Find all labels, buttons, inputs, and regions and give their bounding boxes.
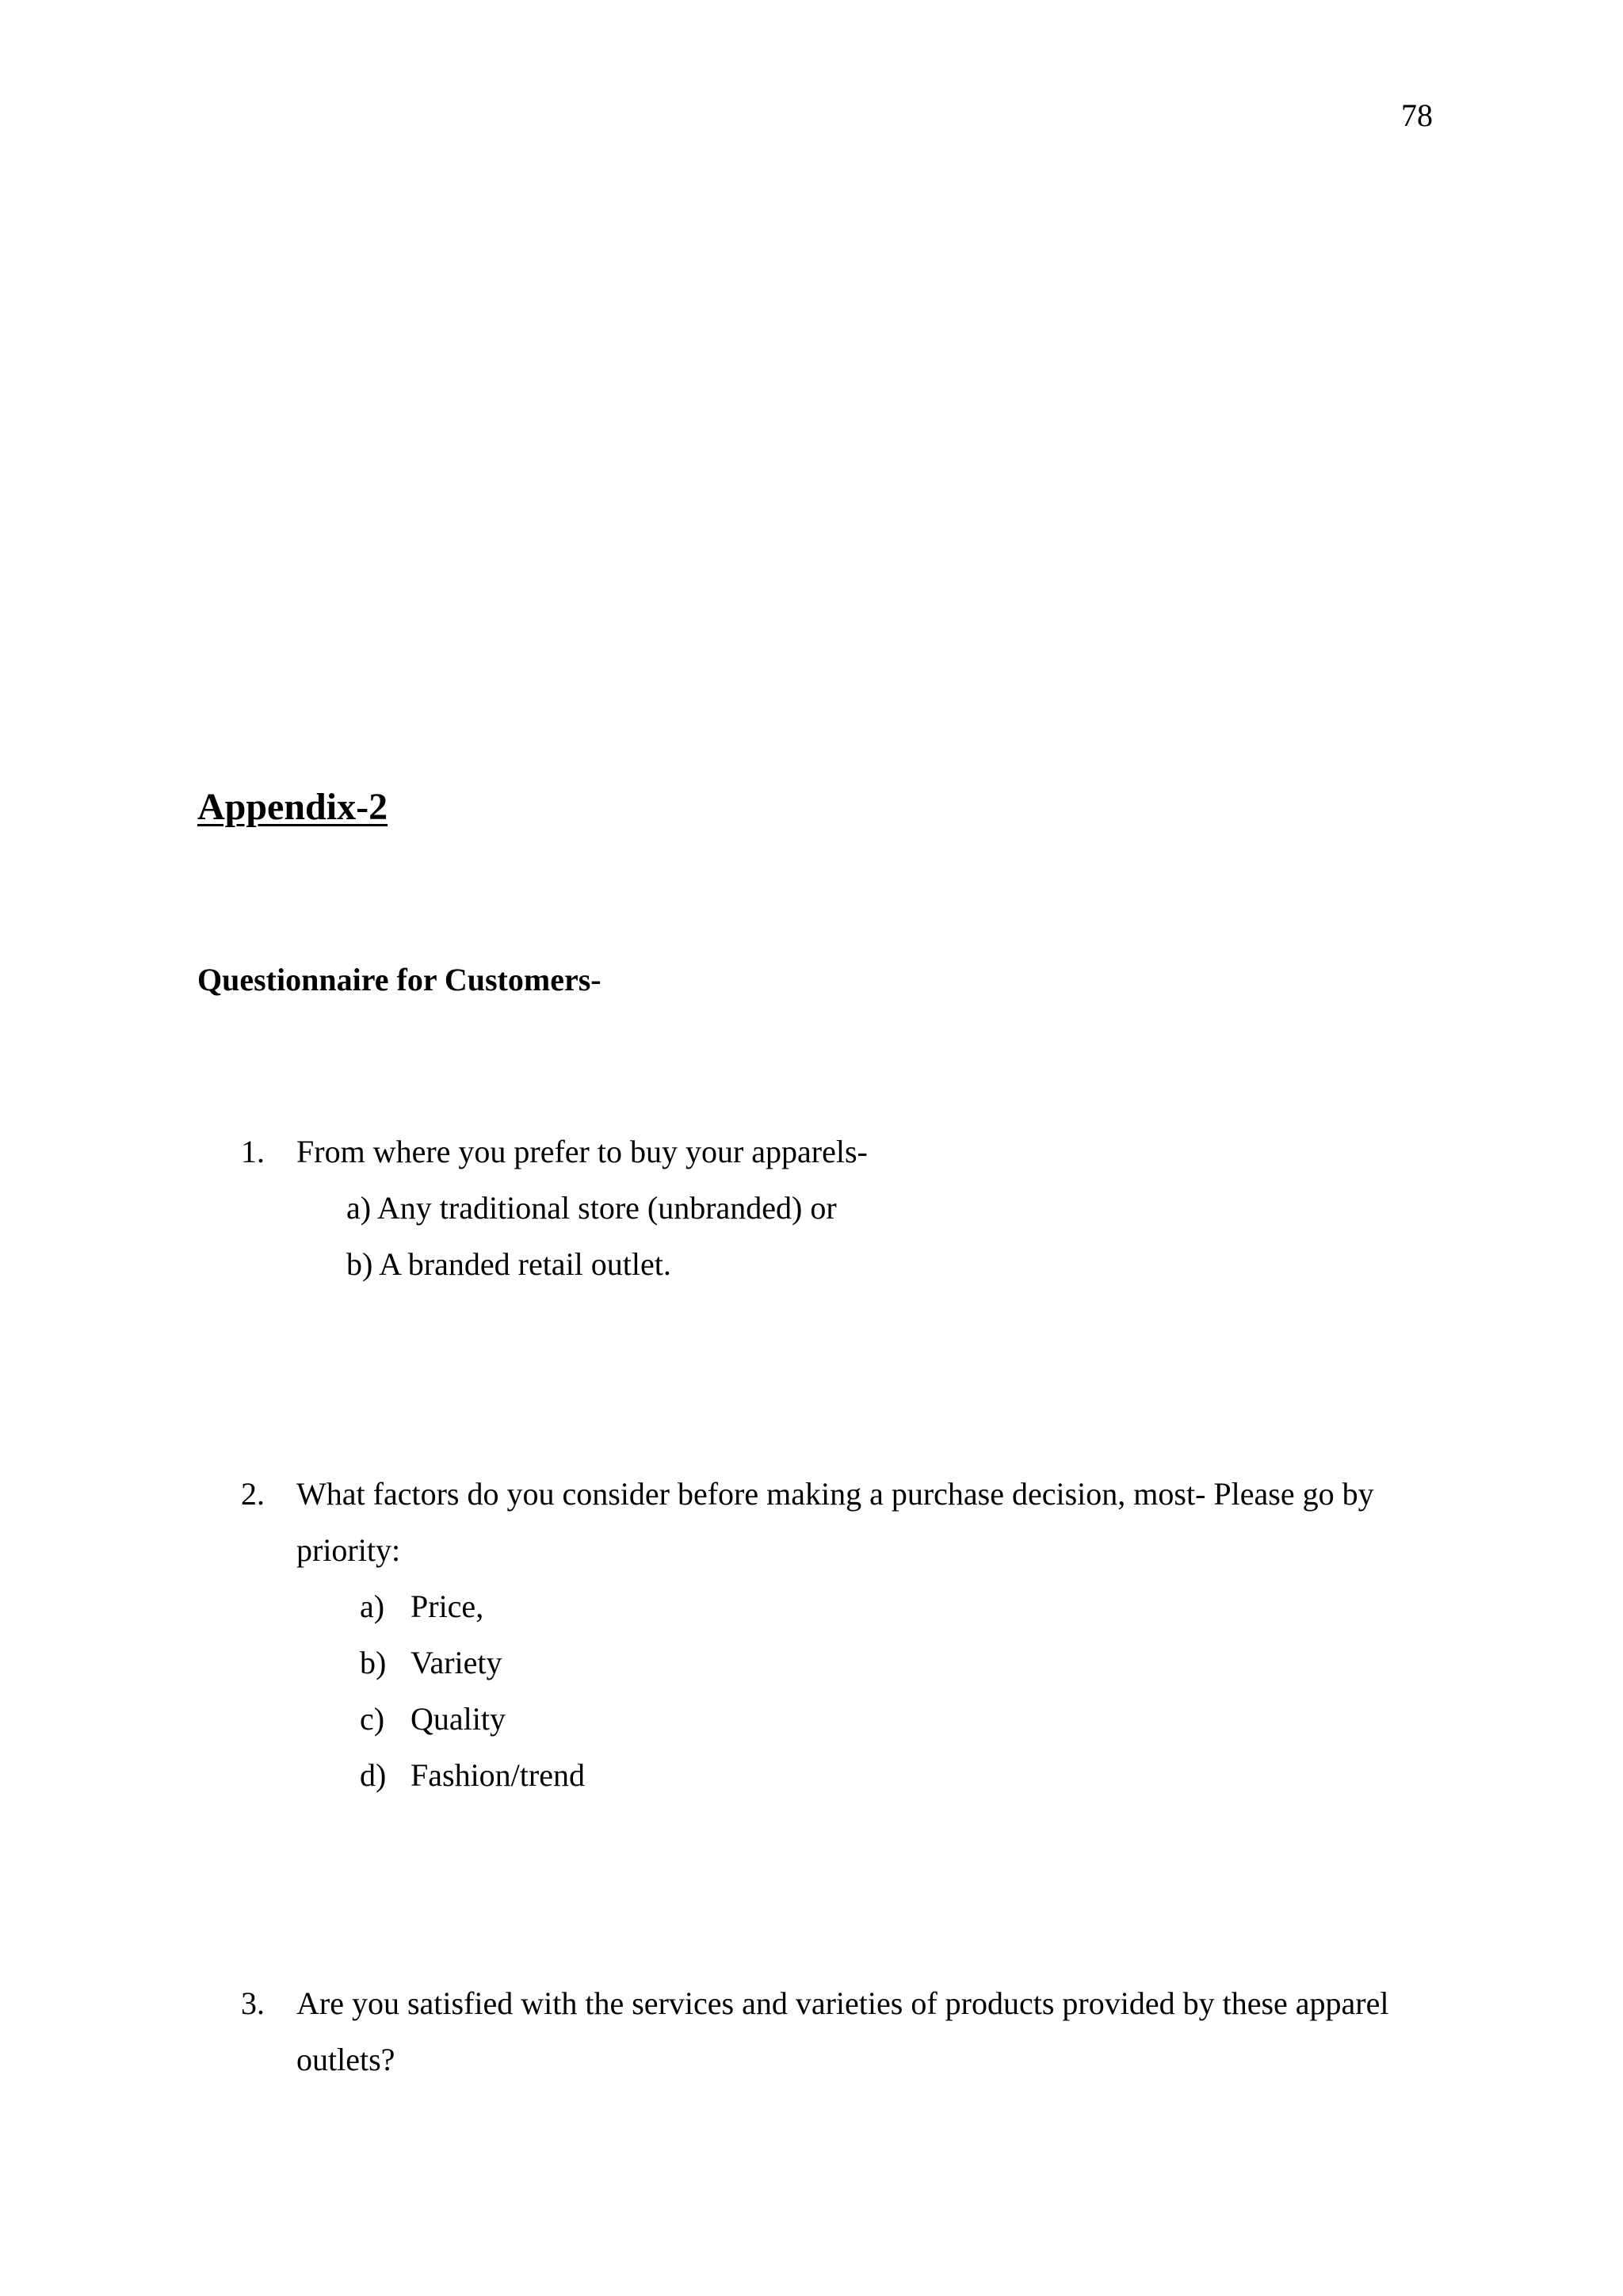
question-number: 1. <box>241 1134 265 1169</box>
question-option: b) A branded retail outlet. <box>346 1246 671 1282</box>
section-title: Questionnaire for Customers- <box>197 962 601 997</box>
question-number: 2. <box>241 1476 265 1512</box>
question-text: From where you prefer to buy your apparels- <box>296 1134 868 1169</box>
option-label: Price, <box>411 1589 484 1624</box>
question-option <box>360 1747 1434 1803</box>
option-letter: c) <box>360 1701 385 1737</box>
question-option <box>360 1578 1434 1634</box>
question-1 <box>197 1123 1434 1292</box>
question-text: What factors do you consider before making a purchase decision, most- Please go by priority: <box>296 1476 1374 1568</box>
option-letter: d) <box>360 1757 387 1793</box>
option-letter: a) <box>360 1589 385 1624</box>
question-number: 3. <box>241 1985 265 2021</box>
question-2 <box>197 1466 1434 1803</box>
question-3 <box>197 1975 1434 2088</box>
appendix-title: Appendix-2 <box>197 786 388 828</box>
option-letter: b) <box>360 1645 387 1680</box>
question-option <box>360 1691 1434 1747</box>
page-number: 78 <box>1401 97 1433 133</box>
option-label: Quality <box>411 1701 506 1737</box>
question-text: Are you satisfied with the services and varieties of products provided by these apparel outlets? <box>296 1985 1389 2077</box>
option-label: Fashion/trend <box>411 1757 585 1793</box>
question-option: a) Any traditional store (unbranded) or <box>346 1190 837 1226</box>
question-options <box>197 1578 1434 1803</box>
option-label: Variety <box>411 1645 502 1680</box>
question-option <box>360 1634 1434 1691</box>
